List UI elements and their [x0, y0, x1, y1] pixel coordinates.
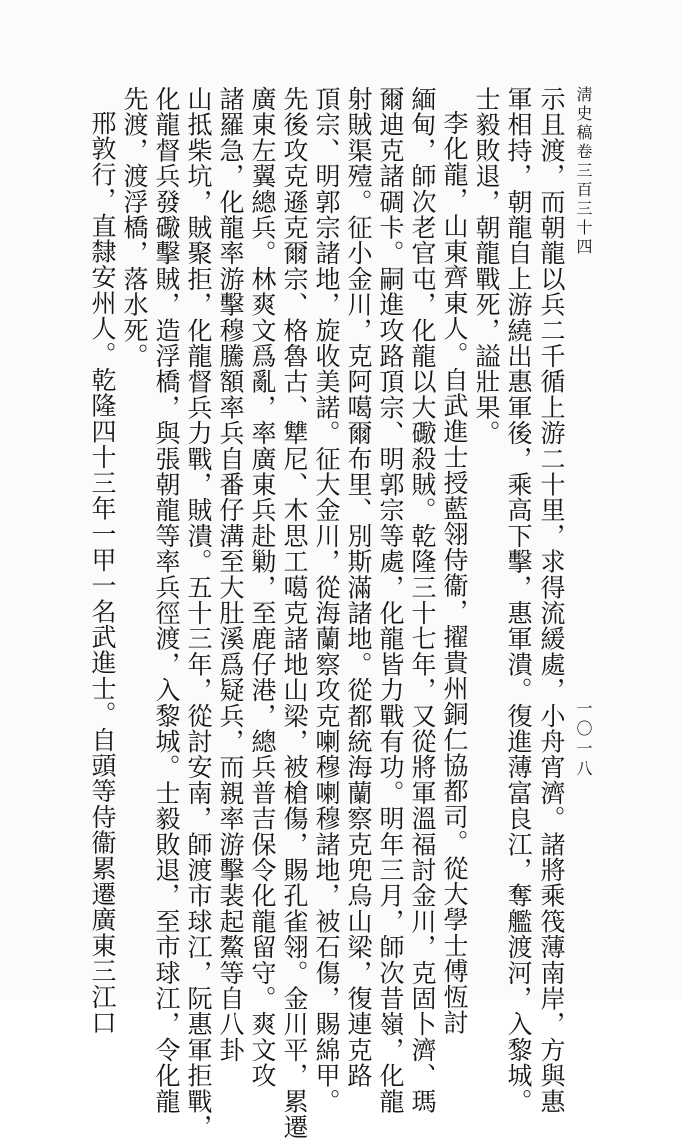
text-column: 諸羅急，化龍率游擊穆騰額率兵自番仔溝至大肚溪爲疑兵，而親率游擊裴起鰲等自八卦: [216, 86, 245, 1063]
text-column: 先渡，渡浮橋，落水死。: [120, 86, 149, 369]
text-column: 化龍督兵發礮擊賊，造浮橋，與張朝龍等率兵徑渡，入黎城。士毅敗退，至市球江，令化龍: [152, 86, 181, 1114]
running-head: 淸史稿卷三百三十四: [574, 86, 593, 257]
page-number: 一〇一八: [574, 700, 593, 780]
text-column: 廣東左翼總兵。林爽文爲亂，率廣東兵赴勦，至鹿仔港，總兵普吉保令化龍留守。爽文攻: [248, 86, 277, 1089]
text-column: 軍相持，朝龍自上游繞出惠軍後，乘高下擊，惠軍潰。復進薄富良江，奪艦渡河，入黎城。: [504, 86, 533, 1114]
text-column: 頂宗、明郭宗諸地，旋收美諾。征大金川，從海蘭察攻克喇穆喇穆諸地，被石傷，賜綿甲。: [312, 86, 341, 1114]
paragraph-start: 李化龍，山東齊東人。自武進士授藍翎侍衞，擢貴州銅仁協都司。從大學士傅恆討: [440, 110, 469, 1036]
text-column: 士毅敗退，朝龍戰死，謚壯果。: [472, 86, 501, 446]
paragraph-start: 邢敦行，直隸安州人。乾隆四十三年一甲一名武進士。自頭等侍衞累遷廣東三江口: [88, 110, 117, 1036]
text-column: 緬甸，師次老官屯，化龍以大礮殺賊。乾隆三十七年，又從將軍溫福討金川，克固卜濟、瑪: [408, 86, 437, 1114]
text-column: 先後攻克遜克爾宗、格魯古、犨尼、木思工噶克諸地山梁，被槍傷，賜孔雀翎。金川平，累遷: [280, 86, 309, 1140]
text-column: 射賊渠殪。征小金川，克阿噶爾布里、別斯滿諸地。從都統海蘭察克兜烏山梁，復連克路: [344, 86, 373, 1089]
text-column: 山抵柴坑，賊聚拒，化龍督兵力戰，賊潰。五十三年，從討安南，師渡市球江，阮惠軍拒戰，: [184, 86, 213, 1140]
text-column: 爾迪克諸碉卡。嗣進攻路頂宗、明郭宗等處，化龍皆力戰有功。明年三月，師次昔嶺，化龍: [376, 86, 405, 1114]
text-column: 示且渡，而朝龍以兵二千循上游二十里，求得流緩處，小舟宵濟。諸將乘筏薄南岸，方與惠: [537, 86, 566, 1114]
